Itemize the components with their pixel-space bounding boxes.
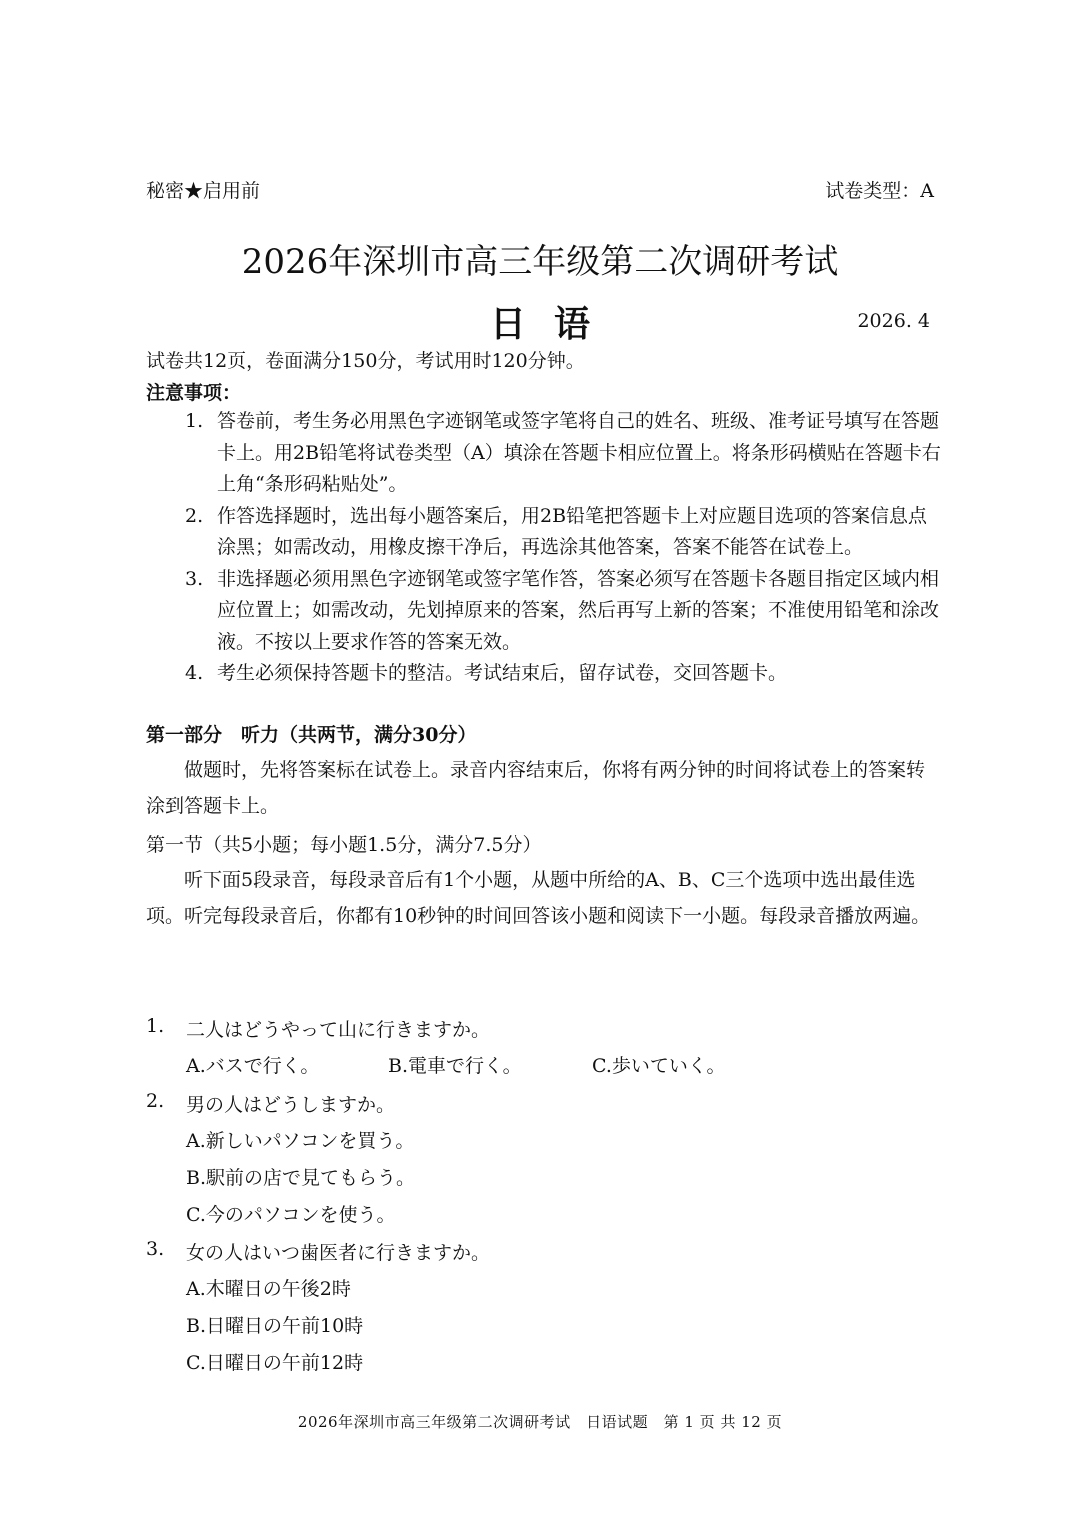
option-a: A.木曜日の午後2時 — [186, 1278, 351, 1300]
exam-title: 2026年深圳市高三年级第二次调研考试 — [241, 242, 839, 282]
question-number: 2. — [146, 1090, 165, 1112]
note-item — [185, 564, 945, 659]
notes-heading: 注意事项： — [146, 382, 242, 404]
notes-list — [185, 406, 945, 690]
note-item — [185, 406, 945, 501]
question-text: 男の人はどうしますか。 — [186, 1094, 396, 1116]
note-text: 答卷前，考生务必用黑色字迹钢笔或签字笔将自己的姓名、班级、准考证号填写在答题卡上。用2B铅笔将试卷类型（A）填涂在答题卡相应位置上。将条形码横贴在答题卡右上角“条形码粘贴处”。 — [217, 410, 941, 495]
option-b: B.駅前の店で見てもらう。 — [186, 1167, 416, 1189]
option-b: B.電車で行く。 — [388, 1055, 522, 1077]
part1-heading: 第一部分 听力（共两节，满分30分） — [146, 724, 477, 746]
question-number: 1. — [146, 1015, 165, 1037]
subject-title: 日语 — [489, 303, 618, 345]
question-number: 3. — [146, 1238, 165, 1260]
paper-info: 试卷共12页，卷面满分150分，考试用时120分钟。 — [146, 350, 585, 372]
paper-type-label: 试卷类型：A — [825, 180, 934, 202]
option-a: A.新しいパソコンを買う。 — [186, 1130, 415, 1152]
exam-date: 2026. 4 — [857, 310, 930, 332]
section1-heading: 第一节（共5小题；每小题1.5分，满分7.5分） — [146, 834, 542, 856]
note-number: 1. — [185, 410, 204, 432]
part1-intro: 做题时，先将答案标在试卷上。录音内容结束后，你将有两分钟的时间将试卷上的答案转涂到答题卡上。 — [146, 759, 926, 817]
option-c: C.歩いていく。 — [592, 1055, 726, 1077]
question-text: 女の人はいつ歯医者に行きますか。 — [186, 1242, 491, 1264]
note-number: 4. — [185, 662, 204, 684]
secret-label: 秘密★启用前 — [146, 180, 261, 202]
note-item — [185, 658, 945, 690]
note-item — [185, 501, 945, 564]
note-text: 考生必须保持答题卡的整洁。考试结束后，留存试卷，交回答题卡。 — [217, 662, 788, 684]
option-c: C.今のパソコンを使う。 — [186, 1204, 396, 1226]
note-number: 3. — [185, 567, 204, 590]
option-c: C.日曜日の午前12時 — [186, 1352, 364, 1374]
page-footer: 2026年深圳市高三年级第二次调研考试 日语试题 第 1 页 共 12 页 — [297, 1413, 783, 1431]
section1-intro: 听下面5段录音，每段录音后有1个小题，从题中所给的A、B、C三个选项中选出最佳选项。听完每段录音后，你都有10秒钟的时间回答该小题和阅读下一小题。每段录音播放两遍。 — [146, 869, 931, 927]
note-text: 非选择题必须用黑色字迹钢笔或签字笔作答，答案必须写在答题卡各题目指定区域内相应位置上；如需改动，先划掉原来的答案，然后再写上新的答案；不准使用铅笔和涂改液。不按以上要求作答的答案无效。 — [217, 567, 940, 653]
option-a: A.バスで行く。 — [186, 1055, 320, 1077]
option-b: B.日曜日の午前10時 — [186, 1315, 364, 1337]
question-text: 二人はどうやって山に行きますか。 — [186, 1019, 491, 1041]
note-text: 作答选择题时，选出每小题答案后，用2B铅笔把答题卡上对应题目选项的答案信息点涂黑；如需改动，用橡皮擦干净后，再选涂其他答案，答案不能答在试卷上。 — [217, 504, 928, 558]
note-number: 2. — [185, 504, 204, 527]
